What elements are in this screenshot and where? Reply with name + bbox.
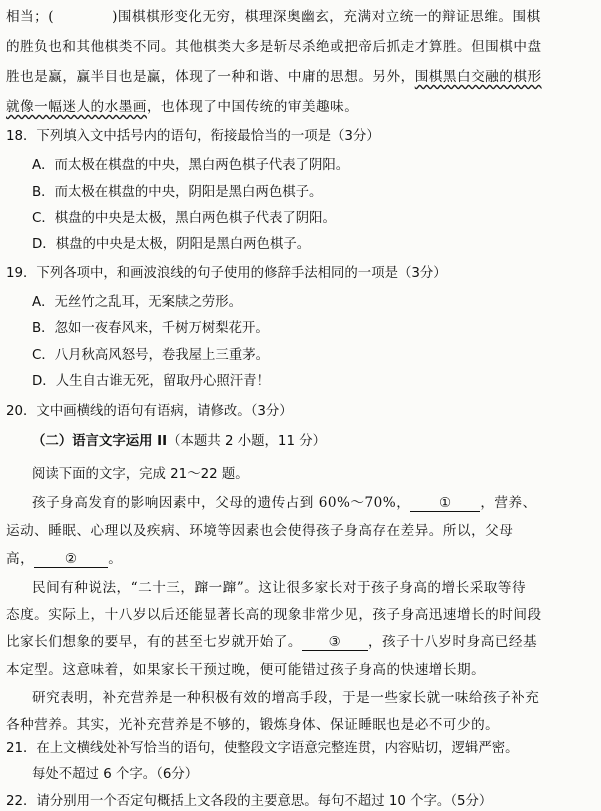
answer-blank-3[interactable]: ③	[302, 634, 368, 651]
reading-p1-line-3	[6, 550, 122, 568]
reading-p3-line-2: 各种营养。其实，光补充营养是不够的，锻炼身体、保证睡眠也是必不可少的。	[6, 717, 500, 733]
reading-p1-line-3-pre: 高，	[6, 551, 35, 567]
q19-option-b: B．忽如一夜春风来，千树万树梨花开。	[32, 321, 269, 336]
reading-p3-line-1: 研究表明，补充营养是一种积极有效的增高手段，于是一些家长就一味给孩子补充	[32, 690, 540, 706]
section-2-title-bold: （二）语言文字运用 II	[32, 434, 168, 449]
passage-line-4	[6, 98, 358, 116]
passage-line-4-post: ，也体现了中国传统的审美趣味。	[146, 99, 359, 115]
reading-p2-line-4: 本定型。这意味着，如果家长干预过晚，便可能错过孩子身高的快速增长期。	[6, 662, 486, 678]
passage-line-1	[6, 8, 541, 26]
answer-blank-2[interactable]: ②	[34, 551, 108, 568]
q19-stem: 19．下列各项中，和画波浪线的句子使用的修辞手法相同的一项是（3分）	[6, 266, 447, 281]
q18-option-c: C．棋盘的中央是太极，黑白两色棋子代表了阴阳。	[32, 211, 336, 226]
passage-underlined-2: 就像一幅迷人的水墨画	[6, 99, 147, 115]
reading-p2-line-2: 态度。实际上，十八岁以后还能显著长高的现象非常少见，孩子身高迅速增长的时间段	[6, 607, 542, 623]
reading-p2-line-3-pre: 比家长们想象的要早，有的甚至七岁就开始了。	[6, 634, 302, 650]
reading-p2-line-1: 民间有种说法，“二十三，蹿一蹿”。这让很多家长对于孩子身高的增长采取等待	[32, 580, 527, 596]
q19-option-c: C．八月秋高风怒号，卷我屋上三重茅。	[32, 348, 269, 363]
q18-option-a: A．而太极在棋盘的中央，黑白两色棋子代表了阴阳。	[32, 158, 350, 173]
reading-p1-line-1	[32, 494, 537, 512]
passage-line-1-pre: 相当；(	[6, 9, 55, 25]
q19-option-d: D．人生自古谁无死，留取丹心照汗青！	[32, 374, 270, 389]
passage-line-3	[6, 68, 542, 86]
q20-stem: 20．文中画横线的语句有语病，请修改。（3分）	[6, 404, 293, 419]
section-2-title	[32, 433, 326, 451]
answer-blank-1[interactable]: ①	[410, 495, 480, 512]
q21-note: 每处不超过 6 个字。（6分）	[32, 767, 199, 782]
reading-p2-line-3	[6, 633, 537, 651]
passage-line-2: 的胜负也和其他棋类不同。其他棋类大多是斩尽杀绝或把帝后抓走才算胜。但围棋中盘	[6, 39, 542, 55]
q18-option-d: D．棋盘的中央是太极，阴阳是黑白两色棋子。	[32, 237, 311, 252]
reading-p2-line-3-post: ，孩子十八岁时身高已经基	[367, 634, 538, 650]
section-2-title-rest: （本题共 2 小题，11 分）	[167, 434, 326, 449]
reading-p1-line-2: 运动、睡眠、心理以及疾病、环境等因素也会使得孩子身高存在差异。所以，父母	[6, 523, 514, 539]
q22-stem: 22．请分别用一个否定句概括上文各段的主要意思。每句不超过 10 个字。（5分）	[6, 794, 493, 809]
q19-option-a: A．无丝竹之乱耳，无案牍之劳形。	[32, 295, 243, 310]
passage-underlined-1: 围棋黑白交融的棋形	[414, 69, 542, 85]
reading-p1-line-1-post: ，营养、	[480, 495, 537, 511]
q18-stem: 18．下列填入文中括号内的语句，衔接最恰当的一项是（3分）	[6, 129, 380, 144]
reading-p1-line-3-post: 。	[108, 551, 123, 567]
q18-option-b: B．而太极在棋盘的中央，阴阳是黑白两色棋子。	[32, 185, 323, 200]
passage-line-1-post: )围棋棋形变化无穷，棋理深奥幽玄，充满对立统一的辩证思维。围棋	[112, 9, 541, 25]
reading-p1-line-1-pre: 孩子身高发育的影响因素中，父母的遗传占到 60%～70%，	[32, 495, 411, 511]
q21-stem: 21．在上文横线处补写恰当的语句，使整段文字语意完整连贯，内容贴切，逻辑严密。	[6, 741, 519, 756]
passage-line-3-pre: 胜也是赢，赢半目也是赢，体现了一种和谐、中庸的思想。另外，	[6, 69, 415, 85]
section-2-intro: 阅读下面的文字，完成 21～22 题。	[32, 467, 249, 482]
